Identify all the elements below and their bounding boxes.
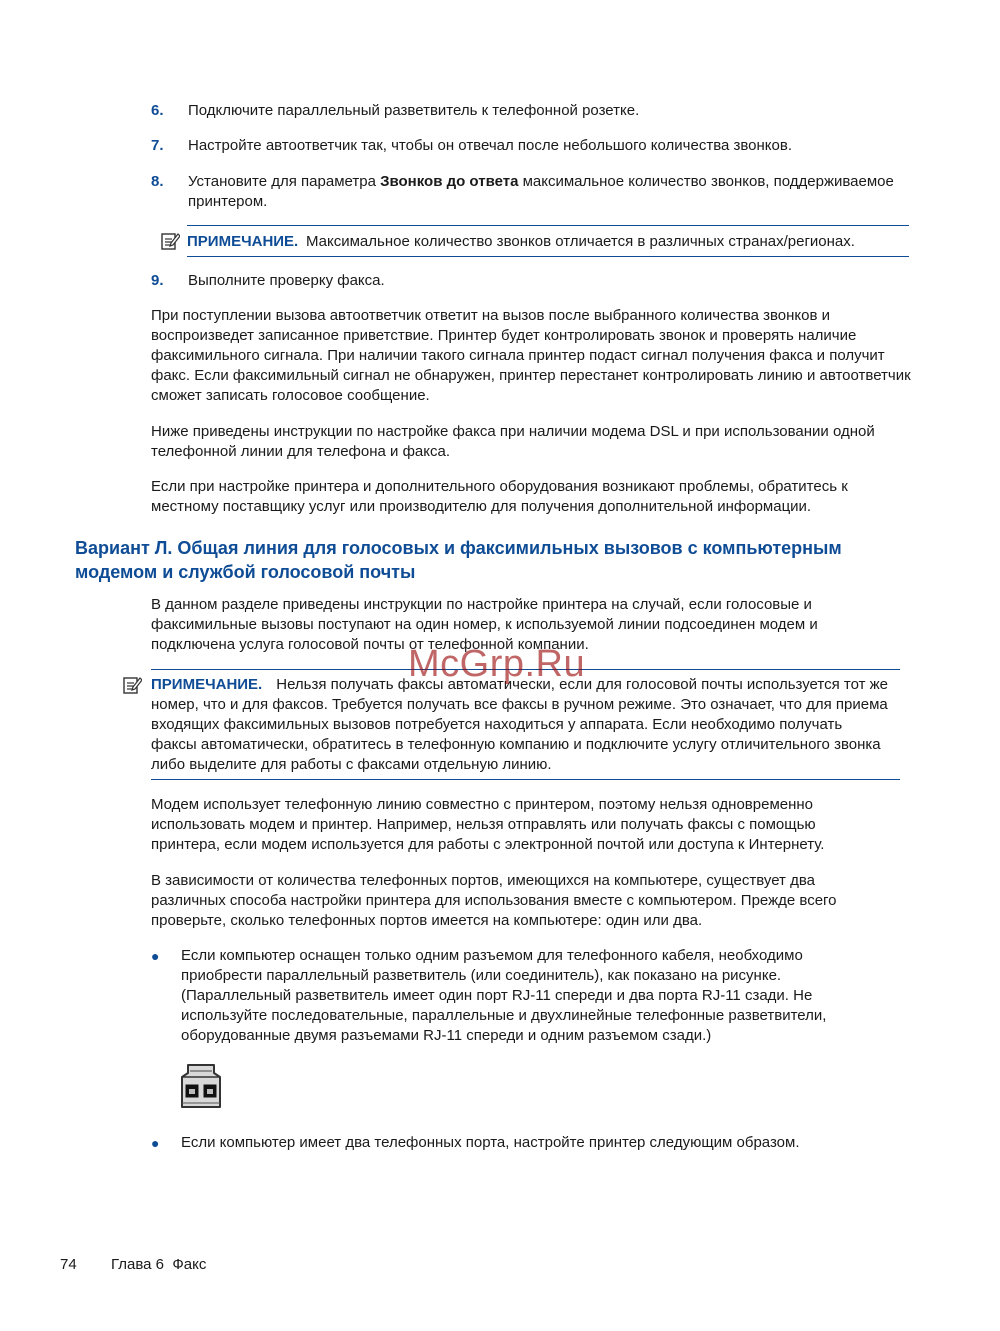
list-item-text: Если компьютер имеет два телефонных порта, настройте принтер следующим образом. — [181, 1134, 800, 1151]
step-text: Подключите параллельный разветвитель к телефонной розетке. — [188, 102, 640, 119]
paragraph: Если при настройке принтера и дополнительного оборудования возникают проблемы, обратитесь к местному поставщику услуг или производителю для получения дополнительной информации. — [151, 478, 848, 515]
list-item-text: Если компьютер оснащен только одним разъемом для телефонного кабеля, необходимо приобрести параллельный разветвитель (или соединитель), как показано на рисунке. (Параллельный разветвитель имеет один порт RJ-11 спереди и два порта RJ-11 сзади. Не используйте последовательные, параллельные и двухлинейные телефонные разветвители, оборудованные двумя разъемами RJ-11 спереди и одним разъемом сзади.) — [181, 947, 827, 1044]
note-box — [187, 225, 909, 257]
step-number: 6. — [151, 102, 164, 119]
note-icon — [122, 675, 142, 695]
paragraph: В зависимости от количества телефонных портов, имеющихся на компьютере, существует два различных способа настройки принтера для использования вместе с компьютером. Прежде всего проверьте, сколько телефонных портов имеется на компьютере: один или два. — [151, 872, 837, 929]
note-content — [151, 675, 891, 775]
step-text — [188, 172, 908, 212]
step-number: 7. — [151, 137, 164, 154]
bullet-icon: ● — [151, 1135, 160, 1151]
step-text-before: Установите для параметра — [188, 173, 381, 190]
paragraph: Ниже приведены инструкции по настройке факса при наличии модема DSL и при использовании одной телефонной линии для телефона и факса. — [151, 423, 875, 460]
step-number: 9. — [151, 272, 164, 289]
note-text: Максимальное количество звонков отличается в различных странах/регионах. — [306, 233, 855, 250]
note-icon — [160, 231, 180, 251]
step-text-after: максимальное количество звонков, поддерживаемое принтером. — [188, 173, 894, 210]
step-text: Выполните проверку факса. — [188, 272, 385, 289]
step-text: Настройте автоответчик так, чтобы он отвечал после небольшого количества звонков. — [188, 137, 793, 154]
parallel-splitter-icon — [180, 1063, 222, 1111]
chapter-title: Глава 6 Факс — [111, 1256, 207, 1273]
note-text: Нельзя получать факсы автоматически, если для голосовой почты используется тот же номер, что и для факсов. Требуется получать все факсы в ручном режиме. Это означает, что для приема входящих факсимильных вызовов потребуется находиться у аппарата. Если необходимо получать факсы автоматически, обратитесь в телефонную компанию и подключите услугу отличительного звонка либо выделите для работы с факсами отдельную линию. — [151, 676, 889, 773]
note-label: ПРИМЕЧАНИЕ. — [187, 233, 299, 250]
section-intro: В данном разделе приведены инструкции по настройке принтера на случай, если голосовые и факсимильные вызовы поступают на один номер, к используемой линии подсоединен модем и подключена услуга голосовой почты от телефонной компании. — [151, 596, 818, 653]
note-label: ПРИМЕЧАНИЕ. — [151, 676, 263, 693]
paragraph: Модем использует телефонную линию совместно с принтером, поэтому нельзя одновременно использовать модем и принтер. Например, нельзя отправлять или получать факсы с помощью принтера, если модем используется для работы с электронной почтой или доступа к Интернету. — [151, 796, 825, 853]
bullet-icon: ● — [151, 948, 160, 964]
paragraph: При поступлении вызова автоответчик ответит на вызов после выбранного количества звонков и воспроизведет записанное приветствие. Принтер будет контролировать звонок и проверять наличие факсимильного сигнала. При наличии такого сигнала принтер подаст сигнал получения факса и получит факс. Если факсимильный сигнал не обнаружен, принтер перестанет контролировать линию и автоответчик сможет записать голосовое сообщение. — [151, 307, 911, 404]
parameter-name: Звонков до ответа — [380, 173, 519, 190]
page-number: 74 — [60, 1256, 77, 1273]
watermark: McGrp.Ru — [408, 643, 586, 685]
step-number: 8. — [151, 173, 164, 190]
section-heading: Вариант Л. Общая линия для голосовых и факсимильных вызовов с компьютерным модемом и службой голосовой почты — [75, 538, 842, 582]
